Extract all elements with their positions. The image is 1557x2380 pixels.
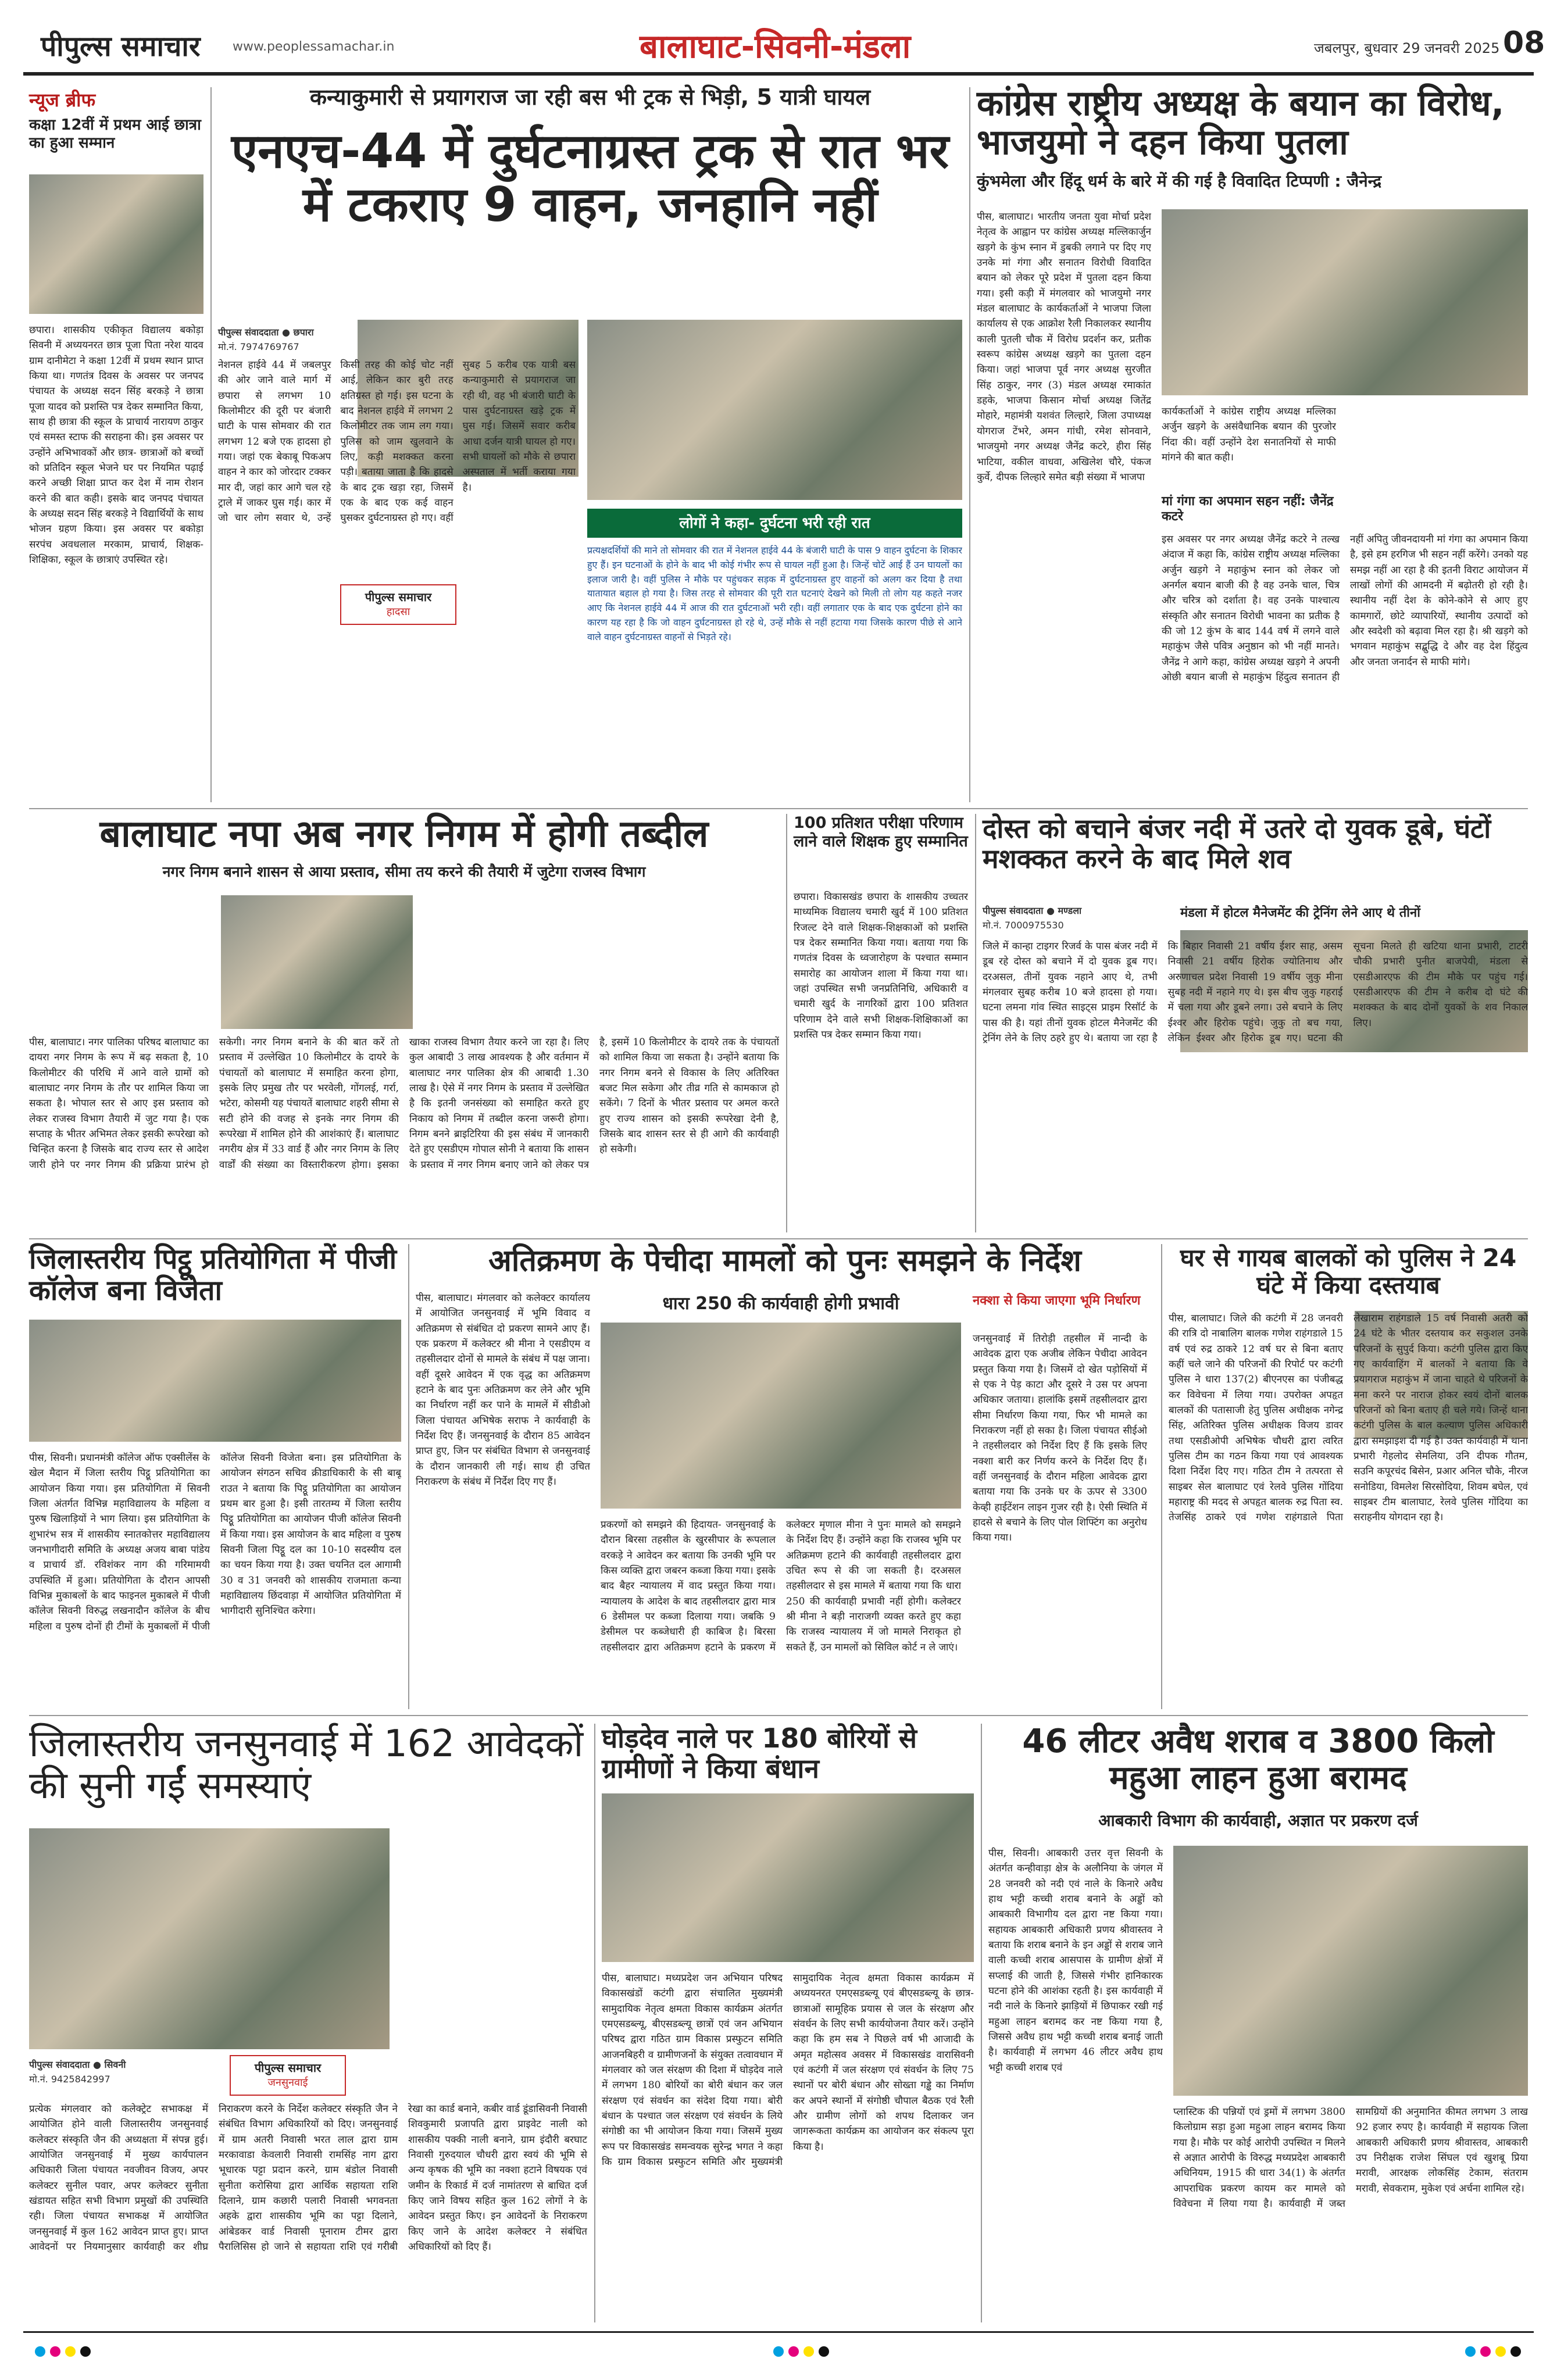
nh44-byline: पीपुल्स संवाददाता ● छपारा bbox=[218, 327, 314, 338]
footer-rule bbox=[23, 2331, 1534, 2333]
atikraman-story bbox=[416, 1244, 1154, 1709]
jansunwai-stamp-sub: जनसुनवाई bbox=[267, 2077, 308, 2089]
balak-body: पीस, बालाघाट। जिले की कटंगी में 28 जनवरी की रात्रि दो नाबालिग बालक गणेश राहंगडाले 15 वर्ष एवं रुद्र ठाकरे 12 वर्ष घर से बिना बताए कहीं चले जाने की परिजनों की रिपोर्ट पर कटंगी पुलिस ने धारा 137(2) बीएनएस का पंजीबद्ध कर विवेचना में लिया गया। उपरोक्त अपहृत बालकों की पतासाजी हेतु पुलिस अधीक्षक नगेन्द्र सिंह, अतिरिक्त पुलिस अधीक्षक विजय डावर तथा एसडीओपी अभिषेक चौधरी द्वारा त्वरित पुलिस टीम का गठन किया गया एवं आवश्यक दिशा निर्देश दिए गए। गठित टीम ने तत्परता से साइबर सेल बालाघाट एवं रेलवे पुलिस गोंदिया महाराष्ट्र की मदद से अपहृत बालक रुद्र पिता स्व. तेजसिंह ठाकरे एवं गणेश राहंगडाले पिता लेखाराम राहंगडाले 15 वर्ष निवासी अतरी को 24 घंटे के भीतर दस्तयाब कर सकुशल उनके परिजनों के सुपुर्द किया। कटंगी पुलिस द्वारा किए गए कार्यवाहिंग में बालकों ने बताया कि वे प्रयागराज महाकुंभ में जाना चाहते थे परिजनों के मना करने पर नाराज होकर स्वयं दोनों बालक परिजनों को बिना बताए ही चले गये। जिन्हें थाना कटंगी पुलिस के बाल कल्याण पुलिस अधिकारी द्वारा समझाइश दी गई है। उक्त कार्यवाही में थाना प्रभारी गेहलोद सेमलिया, उनि दीपक गौतम, सउनि कपूरचंद बिसेन, प्रआर अनिल चौके, नीरज सनोडिया, विमलेश सिरसोदिया, शिवम बघेल, एवं साइबर टीम बालाघाट, रेलवे पुलिस गोंदिया का सराहनीय योगदान रहा है। bbox=[1169, 1313, 1528, 1524]
congress-headline: कांग्रेस राष्ट्रीय अध्यक्ष के बयान का विरोध, भाजयुमो ने दहन किया पुतला bbox=[977, 83, 1505, 163]
atikraman-body2: प्रकरणों को समझने की हिदायत- जनसुनवाई के दौरान बिरसा तहसील के खुरसीपार के रूपलाल वरकड़े ने आवेदन कर बताया कि उनकी भूमि पर किस व्यक्ति द्वारा जबरन कब्जा किया गया। इसके बाद बैहर न्यायालय में वाद प्रस्तुत किया गया। न्यायालय के आदेश के बाद तहसीलदार द्वारा मात्र 6 डेसीमल पर कब्जा दिलाया गया। जबकि 9 डेसीमल पर कब्जेधारी ही काबिज है। बिरसा तहसीलदार द्वारा अतिक्रमण हटाने के प्रकरण में कलेक्टर मृणाल मीना ने पुनः मामले को समझने के निर्देश दिए हैं। उन्होंने कहा कि राजस्व भूमि पर अतिक्रमण हटाने की कार्यवाही तहसीलदार द्वारा उचित रूप से की जा सकती है। दरअसल तहसीलदार से इस मामले में बताया गया कि धारा 250 की कार्यवाही प्रभावी नहीं होगी। कलेक्टर श्री मीना ने बड़ी नाराजगी व्यक्त करते हुए कहा कि राजस्व न्यायालय में जो मामले निराकृत हो सकते हैं, उन मामलों को सिविल कोर्ट न ले जाएं। bbox=[601, 1519, 961, 1653]
congress-photo bbox=[1162, 209, 1528, 395]
congress-body1: पीस, बालाघाट। भारतीय जनता युवा मोर्चा प्रदेश नेतृत्व के आह्वान पर कांग्रेस अध्यक्ष मल्लिकार्जुन खड़गे के कुंभ स्नान में डुबकी लगाने पर दिए गए उनके मां गंगा और सनातन विरोधी विवादित बयान को लेकर पूरे प्रदेश में पुतला दहन किया गया। इसी कड़ी में मंगलवार को भाजयुमो नगर मंडल बालाघाट के कार्यकर्ताओं ने भाजपा जिला कार्यालय से एक आक्रोश रैली निकालकर स्थानीय काली पुतली चौक में विरोध प्रदर्शन कर, प्रतीक स्वरूप कांग्रेस अध्यक्ष खड़गे का पुतला दहन किया। जहां भाजपा पूर्व नगर अध्यक्ष सुरजीत सिंह ठाकुर, नगर (3) मंडल अध्यक्ष रमाकांत डहके, भाजपा किसान मोर्चा अध्यक्ष जितेंद्र मोहारे, महामंत्री यशवंत लिल्हारे, जिला उपाध्यक्ष योगराज टेंभरे, अमन गांधी, रमेश सोनवाने, भाजयुमो नगर अध्यक्ष जैनेंद्र कटरे, हीरा सिंह भाटिया, वकील वाधवा, अखिलेश चौरे, पंकज कुर्वे, दीपक लिल्हारे समेत बड़ी संख्या में भाजपा bbox=[977, 211, 1151, 483]
website-url: www.peoplessamachar.in bbox=[233, 40, 395, 54]
nh44-body: नेशनल हाईवे 44 में जबलपुर की ओर जाने वाले मार्ग में छपारा से लगभग 10 किलोमीटर की दूरी पर बंजारी घाटी के पास सोमवार की रात लगभग 12 बजे एक हादसा हो गया। जहां एक बेकाबू पिकअप वाहन ने कार को जोरदार टक्कर मार दी, जहां कार आगे चल रहे ट्राले में जाकर घुस गई। कार में जो चार लोग सवार थे, उन्हें किसी तरह की कोई चोट नहीं आई, लेकिन कार बुरी तरह क्षतिग्रस्त हो गई। इस घटना के बाद नेशनल हाईवे में लगभग 2 किलोमीटर तक जाम लग गया। पुलिस को जाम खुलवाने के लिए, कड़ी मशक्कत करना पड़ी। बताया जाता है कि हादसे के बाद ट्रक खड़ा रहा, जिसमें एक के बाद एक कई वाहन घुसकर दुर्घटनाग्रस्त हो गए। वहीं सुबह 5 करीब एक यात्री बस कन्याकुमारी से प्रयागराज जा रही थी, वह भी बंजारी घाटी के पास दुर्घटनाग्रस्त खड़े ट्रक में घुस गई। जिसमें सवार करीब आधा दर्जन यात्री घायल हो गए। सभी घायलों को मौके से छपारा अस्पताल में भर्ती कराया गया है। bbox=[218, 359, 576, 524]
nh44-caption: लोगों ने कहा- दुर्घटना भरी रही रात bbox=[587, 509, 962, 538]
divider bbox=[29, 808, 1528, 809]
color-swatch bbox=[80, 2346, 91, 2357]
paper-logo: पीपुल्स समाचार bbox=[41, 30, 201, 63]
nh44-story bbox=[218, 84, 962, 802]
news-brief bbox=[29, 87, 203, 802]
jansunwai-body: प्रत्येक मंगलवार को कलेक्ट्रेट सभाकक्ष में आयोजित होने वाली जिलास्तरीय जनसुनवाई कलेक्टर संस्कृति जैन की अध्यक्षता में संपन्न हुई। आयोजित जनसुनवाई में मुख्य कार्यपालन अधिकारी जिला पंचायत नवजीवन विजय, अपर कलेक्टर सुनील पवार, अपर कलेक्टर सुनीता खंडायत सहित सभी विभाग प्रमुखों की उपस्थिति रही। जिला पंचायत सभाकक्ष में आयोजित जनसुनवाई में कुल 162 आवेदन प्राप्त हुए। प्राप्त आवेदनों पर नियमानुसार कार्यवाही कर शीघ्र निराकरण करने के निर्देश कलेक्टर संस्कृति जैन ने संबंधित विभाग अधिकारियों को दिए। जनसुनवाई में ग्राम अतरी निवासी भरत लाल द्वारा ग्राम मरकावाडा केवलारी निवासी रामसिंह नाग द्वारा भूधारक पट्टा प्रदान करने, ग्राम बंडोल निवासी सुनीता करोसिया द्वारा आर्थिक सहायता राशि दिलाने, ग्राम कछारी पलारी निवासी भगवनता अहके द्वारा शासकीय भूमि का पट्टा दिलाने, आंबेडकर वार्ड निवासी पूनाराम टीमर द्वारा पैरालिसिस हो जाने से सहायता राशि एवं गरीबी रेखा का कार्ड बनाने, कबीर वार्ड डूंडासिवनी निवासी शिवकुमारी प्रजापति द्वारा प्राइवेट नाली को शासकीय पक्की नाली बनाने, ग्राम इंदौरी बरघाट निवासी गुरुदयाल चौधरी द्वारा स्वयं की भूमि से अन्य कृषक की भूमि का नक्शा हटाने विषयक एवं जमीन के रिकार्ड में दर्ज नामांतरण से बाधित दर्ज किए जाने विषय सहित कुल 162 लोगों ने के आवेदन प्रस्तुत किए। इन आवेदनों के निराकरण किए जाने के आदेश कलेक्टर ने संबंधित अधिकारियों को दिए हैं। bbox=[29, 2103, 587, 2253]
pittu-headline: जिलास्तरीय पिट्ठू प्रतियोगिता में पीजी कॉलेज बना विजेता bbox=[29, 1243, 397, 1307]
banjar-body: जिले में कान्हा टाइगर रिजर्व के पास बंजर नदी में डूब रहे दोस्त को बचाने में दो युवक डूब गए। दरअसल, तीनों युवक नहाने आए थे, तभी मंगलवार सुबह करीब 10 बजे हादसा हो गया। घटना लमना गांव स्थित साइट्स प्राइम रिसॉर्ट के पास की है। यहां तीनों युवक होटल मैनेजमेंट की ट्रेनिंग लेने के लिए ठहरे हुए थे। बताया जा रहा है कि बिहार निवासी 21 वर्षीय ईशर साह, असम निवासी 21 वर्षीय हिरोक ज्योतिनाथ और अरुणाचल प्रदेश निवासी 19 वर्षीय जुकु मीना सुबह नदी में नहाने गए थे। इस बीच जुकु गहराई में चला गया और डूबने लगा। उसे बचाने के लिए ईश्वर और हिरोक पहुंचे। जुकु तो बच गया, लेकिन ईश्वर और हिरोक डूब गए। घटना की सूचना मिलते ही खटिया थाना प्रभारी, टाटरी चौकी प्रभारी पुनीत बाजपेयी, मंडला से एसडीआरएफ की टीम मौके पर पहुंच गई। एसडीआरएफ की टीम ने करीब दो घंटे की मशक्कत के बाद दोनों युवकों के शव निकाल लिए। bbox=[983, 941, 1528, 1045]
balak-story bbox=[1169, 1244, 1528, 1709]
sharab-subhead: आबकारी विभाग की कार्यवाही, अज्ञात पर प्रकरण दर्ज bbox=[1098, 1811, 1418, 1830]
pittu-photo bbox=[29, 1320, 401, 1442]
balak-headline: घर से गायब बालकों को पुलिस ने 24 घंटे में किया दस्तयाब bbox=[1180, 1243, 1517, 1300]
congress-subhead: कुंभमेला और हिंदू धर्म के बारे में की गई है विवादित टिप्पणी : जैनेन्द्र bbox=[977, 171, 1382, 191]
pittu-story bbox=[29, 1244, 401, 1709]
color-swatch bbox=[35, 2346, 45, 2357]
color-swatch bbox=[65, 2346, 76, 2357]
color-swatch bbox=[1465, 2346, 1476, 2357]
congress-story bbox=[977, 84, 1528, 802]
banjar-mobile: मो.नं. 7000975530 bbox=[983, 920, 1064, 931]
sharab-body1: पीस, सिवनी। आबकारी उत्तर वृत्त सिवनी के अंतर्गत कन्हीवाड़ा क्षेत्र के अलौनिया के जंगल में 28 जनवरी को नदी एवं नाले के किनारे अवैध हाथ भट्टी कच्ची शराब बनाने के अड्डों को आबकारी विभागीय दल द्वारा नष्ट किया गया। सहायक आबकारी अधिकारी प्रणय श्रीवास्तव ने बताया कि शराब बनाने के इन अड्डों से शराब जाने वाली कच्ची शराब आसपास के ग्रामीण क्षेत्रों में सप्लाई की जाती है, जिससे गंभीर हानिकारक घटना होने की आशंका रहती है। इस कार्यवाही में नदी नाले के किनारे झाड़ियों में छिपाकर रखी गई महुआ लाहन बरामद कर नष्ट किया गया है, जिससे अवैध हाथ भट्टी कच्ची शराब बनाई जाती है। कार्यवाही में लगभग 46 लीटर अवैध हाथ भट्टी कच्ची शराब एवं bbox=[988, 1847, 1163, 2074]
jansunwai-stamp-text: पीपुल्स समाचार bbox=[254, 2061, 322, 2075]
divider bbox=[29, 1238, 1528, 1239]
color-swatch bbox=[804, 2346, 814, 2357]
shikshak-body: छपारा। विकासखंड छपारा के शासकीय उच्चतर माध्यमिक विद्यालय चमारी खुर्द में 100 प्रतिशत रिजल्ट देने वाले शिक्षक-शिक्षकाओं को प्रशस्ति पत्र देकर सम्मानित किया गया। बताया गया कि गणतंत्र दिवस के ध्वजारोहण के पश्चात सम्मान समारोह का आयोजन शाला में किया गया था। जहां उपस्थित सभी जनप्रतिनिधि, अधिकारी व चमारी खुर्द के नागरिकों द्वारा 100 प्रतिशत परिणाम देने वाले सभी शिक्षक-शिक्षिकाओं का प्रशस्ति पत्र देकर सम्मान किया गया। bbox=[794, 891, 968, 1041]
nh44-stamp-sub: हादसा bbox=[386, 606, 410, 618]
brief-body: छपारा। शासकीय एकीकृत विद्यालय बकोड़ा सिवनी में अध्ययनरत छात्र पूजा पिता नरेश यादव ग्राम दानीमेटा ने कक्षा 12वीं में प्रथम स्थान प्राप्त किया था। गणतंत्र दिवस के अवसर पर जनपद पंचायत के अध्यक्ष सदन सिंह बरकड़े ने छात्रा पूजा यादव को प्रशस्ति पत्र देकर सम्मानित किया, साथ ही छात्रा की स्कूल के प्राचार्य नारायण ठाकुर एवं समस्त स्टाफ की सराहना की। इस अवसर पर उन्होंने अभिभावकों और छात्र- छात्राओं को बच्चों को प्रतिदिन स्कूल भेजने घर पर नियमित पढ़ाई करने अच्छी शिक्षा प्राप्त कर देश में नाम रोशन करने की बात कही। इसके बाद जनपद पंचायत के अध्यक्ष सदन सिंह बरकड़े ने विद्यार्थियों के साथ भोजन ग्रहण किया। इस अवसर पर बकोड़ा सरपंच अवधलाल मरकाम, प्राचार्य, शिक्षक-शिक्षिका, स्कूल के छात्राएं उपस्थित रहे। bbox=[29, 324, 203, 566]
ghoddev-headline: घोड़देव नाले पर 180 बोरियों से ग्रामीणों ने किया बंधान bbox=[602, 1723, 917, 1784]
ghoddev-story bbox=[602, 1724, 974, 2322]
jansunwai-mobile: मो.नं. 9425842997 bbox=[29, 2074, 110, 2085]
divider bbox=[981, 1724, 982, 2322]
sharab-headline: 46 लीटर अवैध शराब व 3800 किलो महुआ लाहन हुआ बरामद bbox=[1022, 1723, 1494, 1797]
jansunwai-byline: पीपुल्स संवाददाता ● सिवनी bbox=[29, 2059, 126, 2070]
brief-label: न्यूज ब्रीफ bbox=[29, 89, 96, 111]
shikshak-story bbox=[794, 814, 968, 1232]
divider bbox=[594, 1724, 595, 2322]
ghoddev-photo bbox=[602, 1793, 974, 1962]
color-swatch bbox=[788, 2346, 799, 2357]
nagar-nigam-photo bbox=[221, 895, 413, 1029]
divider bbox=[408, 1244, 409, 1709]
masthead bbox=[23, 16, 1545, 72]
divider bbox=[1161, 1244, 1162, 1709]
jansunwai-photo bbox=[29, 1828, 390, 2049]
divider bbox=[969, 87, 970, 802]
color-swatch bbox=[1480, 2346, 1491, 2357]
nagar-nigam-subhead: नगर निगम बनाने शासन से आया प्रस्ताव, सीमा तय करने की तैयारी में जुटेगा राजस्व विभाग bbox=[162, 863, 646, 880]
edition-title: बालाघाट-सिवनी-मंडला bbox=[640, 28, 911, 66]
atikraman-photo bbox=[601, 1323, 961, 1509]
nh44-kicker: कन्याकुमारी से प्रयागराज जा रही बस भी ट्रक से भिड़ी, 5 यात्री घायल bbox=[309, 84, 871, 110]
pittu-body: पीस, सिवनी। प्रधानमंत्री कॉलेज ऑफ एक्सीलेंस के खेल मैदान में जिला स्तरीय पिट्ठू प्रतियोगिता का आयोजन किया गया। इस प्रतियोगिता में सिवनी जिला अंतर्गत विभिन्न महाविद्यालय के महिला व पुरुष खिलाड़ियों ने भाग लिया। इस प्रतियोगिता के शुभारंभ सत्र में शासकीय स्नातकोत्तर महाविद्यालय जनभागीदारी समिति के अध्यक्ष अजय बाबा पांडेय व प्राचार्य डॉ. रविशंकर नाग की गरिमामयी उपस्थिति में हुआ। प्रतियोगिता के दौरान आपसी विभिन्न मुकाबलों के बाद फाइनल मुकाबले में पीजी कॉलेज सिवनी विरुद्ध लखनादौन कॉलेज के बीच महिला व पुरुष दोनों ही टीमों के मुकाबलों में पीजी कॉलेज सिवनी विजेता बना। इस प्रतियोगिता के आयोजन संगठन सचिव क्रीडाधिकारी के सी बाबू राउत ने बताया कि पिट्ठू प्रतियोगिता का आयोजन प्रथम बार हुआ है। इसी तारतम्य में जिला स्तरीय पिट्ठू प्रतियोगिता का आयोजन पीजी कॉलेज सिवनी में किया गया। इस आयोजन के बाद महिला व पुरुष सिवनी जिला पिट्ठू दल का 10-10 सदस्यीय दल का चयन किया गया है। उक्त चयनित दल आगामी 30 व 31 जनवरी को शासकीय राजमाता कन्या महाविद्यालय छिंदवाड़ा में आयोजित प्रतियोगिता में भागीदारी सुनिश्चित करेगा। bbox=[29, 1452, 401, 1632]
banjar-byline: पीपुल्स संवाददाता ● मण्डला bbox=[983, 905, 1082, 916]
atikraman-body3: जनसुनवाई में तिरोड़ी तहसील में नान्दी के आवेदक द्वारा एक अजीब लेकिन पेचीदा आवेदन प्रस्तुत किया गया है। जिसमें दो खेत पड़ोसियों में से एक ने पेड़ काटा और दूसरे ने उस पर अपना अधिकार जताया। हालांकि इसमें तहसीलदार द्वारा सीमा निर्धारण किया गया, फिर भी मामले का निराकरण नहीं हो सका है। जिला पंचायत सीईओ ने तहसीलदार को निर्देश दिए हैं कि इसके लिए नक्शा बारी कर निर्णय करने के निर्देश दिए हैं। वहीं जनसुनवाई के दौरान महिला आवेदक द्वारा बताया गया कि उनके घर के ऊपर से 3300 केव्ही हाईटेंशन लाइन गुजर रही है। ऐसी स्थिति में हादसे से बचाने के लिए पोल शिफ्टिंग का अनुरोध किया गया। bbox=[973, 1333, 1147, 1544]
atikraman-sub2: नक्शा से किया जाएगा भूमि निर्धारण bbox=[973, 1293, 1141, 1308]
nh44-photo-bus bbox=[587, 320, 962, 500]
nagar-nigam-story bbox=[29, 814, 779, 1232]
banjar-subhead: मंडला में होटल मैनेजमेंट की ट्रेनिंग लेने आए थे तीनों bbox=[1180, 906, 1420, 920]
jansunwai-body-side bbox=[401, 1828, 587, 2096]
nh44-stamp bbox=[340, 584, 456, 625]
nh44-headline: एनएच-44 में दुर्घटनाग्रस्त ट्रक से रात भर में टकराए 9 वाहन, जनहानि नहीं bbox=[231, 124, 949, 233]
page-number: 08 bbox=[1503, 26, 1545, 60]
divider bbox=[210, 87, 212, 802]
banjar-headline: दोस्त को बचाने बंजर नदी में उतरे दो युवक डूबे, घंटों मशक्कत करने के बाद मिले शव bbox=[983, 813, 1491, 874]
footer-color-bar bbox=[35, 2343, 1522, 2360]
masthead-rule bbox=[23, 72, 1534, 76]
shikshak-headline: 100 प्रतिशत परीक्षा परिणाम लाने वाले शिक्षक हुए सम्मानित bbox=[794, 814, 968, 851]
nh44-stamp-text: पीपुल्स समाचार bbox=[365, 590, 432, 604]
nh44-caption-body: प्रत्यक्षदर्शियों की माने तो सोमवार की रात में नेशनल हाईवे 44 के बंजारी घाटी के पास 9 वाहन दुर्घटना के शिकार हुए हैं। इन घटनाओं के होने के बाद भी कोई गंभीर रूप से घायल नहीं हुआ है। जिन्हें चोटें आई हैं उन घायलों का इलाज जारी है। वहीं पुलिस ने मौके पर पहुंचकर सड़क में दुर्घटनाग्रस्त हुए वाहनों को अलग कर दिया है तथा यातायात बहाल हो गया है। जिस तरह से सोमवार की पूरी रात घटनाएं देखने को मिली तो लोग यह कहते नजर आए कि नेशनल हाईवे 44 में आज की रात दुर्घटनाओं भरी रही। वहीं लगातार एक के बाद एक दुर्घटना होने का कारण यह रहा है कि जो वाहन दुर्घटनाग्रस्त हो रहे थे, उन्हें मौके से नहीं हटाया गया जिसके कारण पीछे से आने वाले वाहन दुर्घटनाग्रस्त वाहनों से भिड़ते रहे। bbox=[587, 545, 962, 642]
sharab-photo bbox=[1173, 1846, 1528, 2096]
color-swatch bbox=[1495, 2346, 1506, 2357]
nh44-mobile: मो.नं. 7974769767 bbox=[218, 341, 299, 352]
divider bbox=[29, 1715, 1528, 1716]
congress-body2: कार्यकर्ताओं ने कांग्रेस राष्ट्रीय अध्यक्ष मल्लिका अर्जुन खड़गे के असंवैधानिक बयान की पुरजोर निंदा की। वहीं उन्होंने देश सनातनियों से माफी मांगने की बात कही। bbox=[1162, 406, 1336, 464]
jansunwai-headline: जिलास्तरीय जनसुनवाई में 162 आवेदकों की सुनी गईं समस्याएं bbox=[29, 1723, 584, 1807]
atikraman-body1: पीस, बालाघाट। मंगलवार को कलेक्टर कार्यालय में आयोजित जनसुनवाई में भूमि विवाद व अतिक्रमण से संबंधित दो प्रकरण सामने आए हैं। एक प्रकरण में कलेक्टर श्री मीना ने एसडीएम व तहसीलदार दोनों से मामले के संबंध में पक्ष जाना। वहीं दूसरे आवेदन में एक वृद्ध का अतिक्रमण हटाने के बाद पुनः अतिक्रमण कर लेने और भूमि का निर्धारण नहीं कर पाने के मामलें में सीडीओ जिला पंचायत अभिषेक सराफ ने कार्यवाही के निर्देश दिए हैं। जनसुनवाई के दौरान 85 आवेदन प्राप्त हुए, जिन पर संबंधित विभाग से जनसुनवाई के दौरान जानकारी ली गई। साथ ही उचित निराकरण के संबंध में निर्देश दिए गए हैं। bbox=[416, 1292, 590, 1488]
color-swatch bbox=[1510, 2346, 1521, 2357]
color-swatch bbox=[50, 2346, 60, 2357]
nagar-nigam-body: पीस, बालाघाट। नगर पालिका परिषद बालाघाट का दायरा नगर निगम के रूप में बढ़ सकता है, 10 किलोमीटर की परिधि में आने वाले ग्रामों को बालाघाट नगर निगम के तौर पर शामिल किया जा सकता है। भोपाल स्तर से आए इस प्रस्ताव को लेकर राजस्व विभाग तैयारी में जुट गया है। एक सप्ताह के भीतर अभिमत लेकर इसकी रूपरेखा को चिन्हित करना है जिसके बाद राज्य स्तर से आदेश जारी होने पर नगर निगम की प्रक्रिया प्रारंभ हो सकेगी। नगर निगम बनाने के की बात करें तो प्रस्ताव में उल्लेखित 10 किलोमीटर के दायरे के पंचायतों को बालाघाट में समाहित करना होगा, इसके लिए प्रमुख तौर पर भरवेली, गोंगलई, गर्रा, भटेरा, कोसमी यह पंचायतें बालाघाट शहरी सीमा से सटी होने की वजह से इनके नगर निगम की रूपरेखा में शामिल होने की आशंकाएं हैं। बालाघाट नगरीय क्षेत्र में 33 वार्ड हैं और नगर निगम के लिए वार्डों की संख्या का विस्तारीकरण होगा। इसका खाका राजस्व विभाग तैयार करने जा रहा है। लिए कुल आबादी 3 लाख आवश्यक है और वर्तमान में बालाघाट नगर पालिका क्षेत्र की आबादी 1.30 लाख है। ऐसे में नगर निगम के प्रस्ताव में उल्लेखित है कि इतनी जनसंख्या को समाहित करते हुए निकाय को निगम में तब्दील करना जरूरी होगा। निगम बनने ब्राइटिरिया की इस संबंध में जानकारी देते हुए एसडीएम गोपाल सोनी ने बताया कि शासन के प्रस्ताव में नगर निगम बनाए जाने को लेकर पत्र है, इसमें 10 किलोमीटर के दायरे तक के पंचायतों को शामिल किया जा सकता है। उन्होंने बताया कि नगर निगम बनने से विकास के लिए अतिरिक्त बजट मिल सकेगा और तीव्र गति से कामकाज हो सकेंगे। 7 दिनों के भीतर प्रस्ताव पर अमल करते हुए राज्य शासन को इसकी रूपरेखा देनी है, जिसके बाद शासन स्तर से ही आगे की कार्यवाही हो सकेगी। bbox=[29, 1037, 779, 1171]
divider bbox=[786, 814, 787, 1232]
sharab-body2: प्लास्टिक की पन्नियों एवं ड्रमों में लगभग 3800 किलोग्राम सड़ा हुआ महुआ लाहन बरामद किया गया है। मौके पर कोई आरोपी उपस्थित न मिलने से अज्ञात आरोपी के विरुद्ध मध्यप्रदेश आबकारी अधिनियम, 1915 की धारा 34(1) के अंतर्गत आपराधिक प्रकरण कायम कर मामले को विवेचना में लिया गया है। कार्यवाही में जब्त सामग्रियों की अनुमानित कीमत लगभग 3 लाख 92 हजार रुपए है। कार्यवाही में सहायक जिला आबकारी अधिकारी प्रणय श्रीवास्तव, आबकारी उप निरीक्षक राजेश सिंघल एवं खुशबू प्रिया मरावी, आरक्षक लोकसिंह टेकाम, संतराम मरावी, सेवकराम, मुकेश एवं अर्चना शामिल रहे। bbox=[1173, 2106, 1528, 2210]
congress-body3: इस अवसर पर नगर अध्यक्ष जैनेंद्र कटरे ने तल्ख अंदाज में कहा कि, कांग्रेस राष्ट्रीय अध्यक्ष मल्लिका अर्जुन खड़गे ने महाकुंभ स्नान को लेकर जो अनर्गल बयान बाजी की है वह उनके चाल, चित्र और चरित्र को दर्शाता है। वह उनके पाश्चात्य संस्कृति और सनातन विरोधी भावना का प्रतीक है की जो 12 कुंभ के बाद 144 वर्ष में लगने वाले महाकुंभ जैसे पवित्र अनुष्ठान को भी नहीं मानते। जैनेंद्र ने आगे कहा, कांग्रेस अध्यक्ष खड़गे ने अपनी ओछी बयान बाजी से महाकुंभ हिंदुत्व सनातन ही नहीं अपितु जीवनदायनी मां गंगा का अपमान किया है, इसे हम हरगिज भी सहन नहीं करेंगे। उनको यह समझ नहीं आ रहा है की इतनी विराट आयोजन में लाखों लोगों की आमदनी में बढ़ोतरी हो रही है। स्थानीय नहीं देश के कोने-कोने से आए हुए कामगारों, छोटे व्यापारियों, स्थानीय उत्पादों को और स्वदेशी को बढ़ावा मिल रहा है। श्री खड़गे को भगवान महाकुंभ सद्बुद्धि दे और वह देश हिंदुत्व और जनता जनार्दन से माफी मांगे। bbox=[1162, 534, 1528, 684]
jansunwai-story bbox=[29, 1724, 587, 2322]
ghoddev-body: पीस, बालाघाट। मध्यप्रदेश जन अभियान परिषद विकासखंडों कटंगी द्वारा संचालित मुख्यमंत्री सामुदायिक नेतृत्व क्षमता विकास कार्यक्रम अंतर्गत एमएसडब्ल्यू, बीएसडब्ल्यू छात्रों एवं जन अभियान परिषद द्वारा गठित ग्राम विकास प्रस्फुटन समिति आजनबिहरी व ग्रामीणजनों के संयुक्त तत्वावधान में मंगलवार को जल संरक्षण की दिशा में घोड़देव नाले में लगभग 180 बोरियों का बोरी बंधान कर जल संरक्षण एवं संवर्धन का संदेश दिया गया। बोरी बंधान के पश्चात जल संरक्षण एवं संवर्धन के लिये संगोष्ठी का भी आयोजन किया गया। जिसमें मुख्य रूप पर विकासखंड समन्वयक सुरेन्द्र भगत ने कहा कि ग्राम विकास प्रस्फुटन समिति और मुख्यमंत्री सामुदायिक नेतृत्व क्षमता विकास कार्यक्रम में अध्ययनरत एमएसडब्ल्यू एवं बीएसडब्ल्यू के छात्र-छात्राओं सामूहिक प्रयास से जल के संरक्षण और संवर्धन के लिए सभी कार्ययोजना तैयार करें। उन्होंने कहा कि हम सब ने पिछले वर्ष भी आजादी के अमृत महोत्सव अवसर में विकासखंड वारासिवनी एवं कटंगी में जल संरक्षण एवं संवर्धन के लिए 75 स्थानों पर बोरी बंधान और सोख्ता गड्ढे का निर्माण कर अपने स्थानों में संगोष्ठी चौपाल बैठक एवं रैली और ग्रामीण लोगों को शपथ दिलाकर जन जागरूकता कार्यक्रम का आयोजन कर संकल्प पूरा किया है। bbox=[602, 1972, 974, 2168]
divider bbox=[975, 814, 976, 1232]
atikraman-headline: अतिक्रमण के पेचीदा मामलों को पुनः समझने के निर्देश bbox=[488, 1243, 1081, 1278]
banjar-story bbox=[983, 814, 1528, 1232]
congress-sub2: मां गंगा का अपमान सहन नहीं: जैनेंद्र कटरे bbox=[1162, 494, 1334, 524]
nagar-nigam-headline: बालाघाट नपा अब नगर निगम में होगी तब्दील bbox=[99, 813, 709, 856]
issue-date: जबलपुर, बुधवार 29 जनवरी 2025 bbox=[1314, 40, 1500, 56]
jansunwai-stamp bbox=[230, 2055, 346, 2096]
color-swatch bbox=[819, 2346, 829, 2357]
sharab-story bbox=[988, 1724, 1528, 2322]
color-swatch bbox=[773, 2346, 784, 2357]
atikraman-sub1: धारा 250 की कार्यवाही होगी प्रभावी bbox=[662, 1293, 899, 1314]
brief-photo bbox=[29, 174, 203, 314]
brief-headline: कक्षा 12वीं में प्रथम आई छात्रा का हुआ सम्मान bbox=[29, 116, 201, 152]
